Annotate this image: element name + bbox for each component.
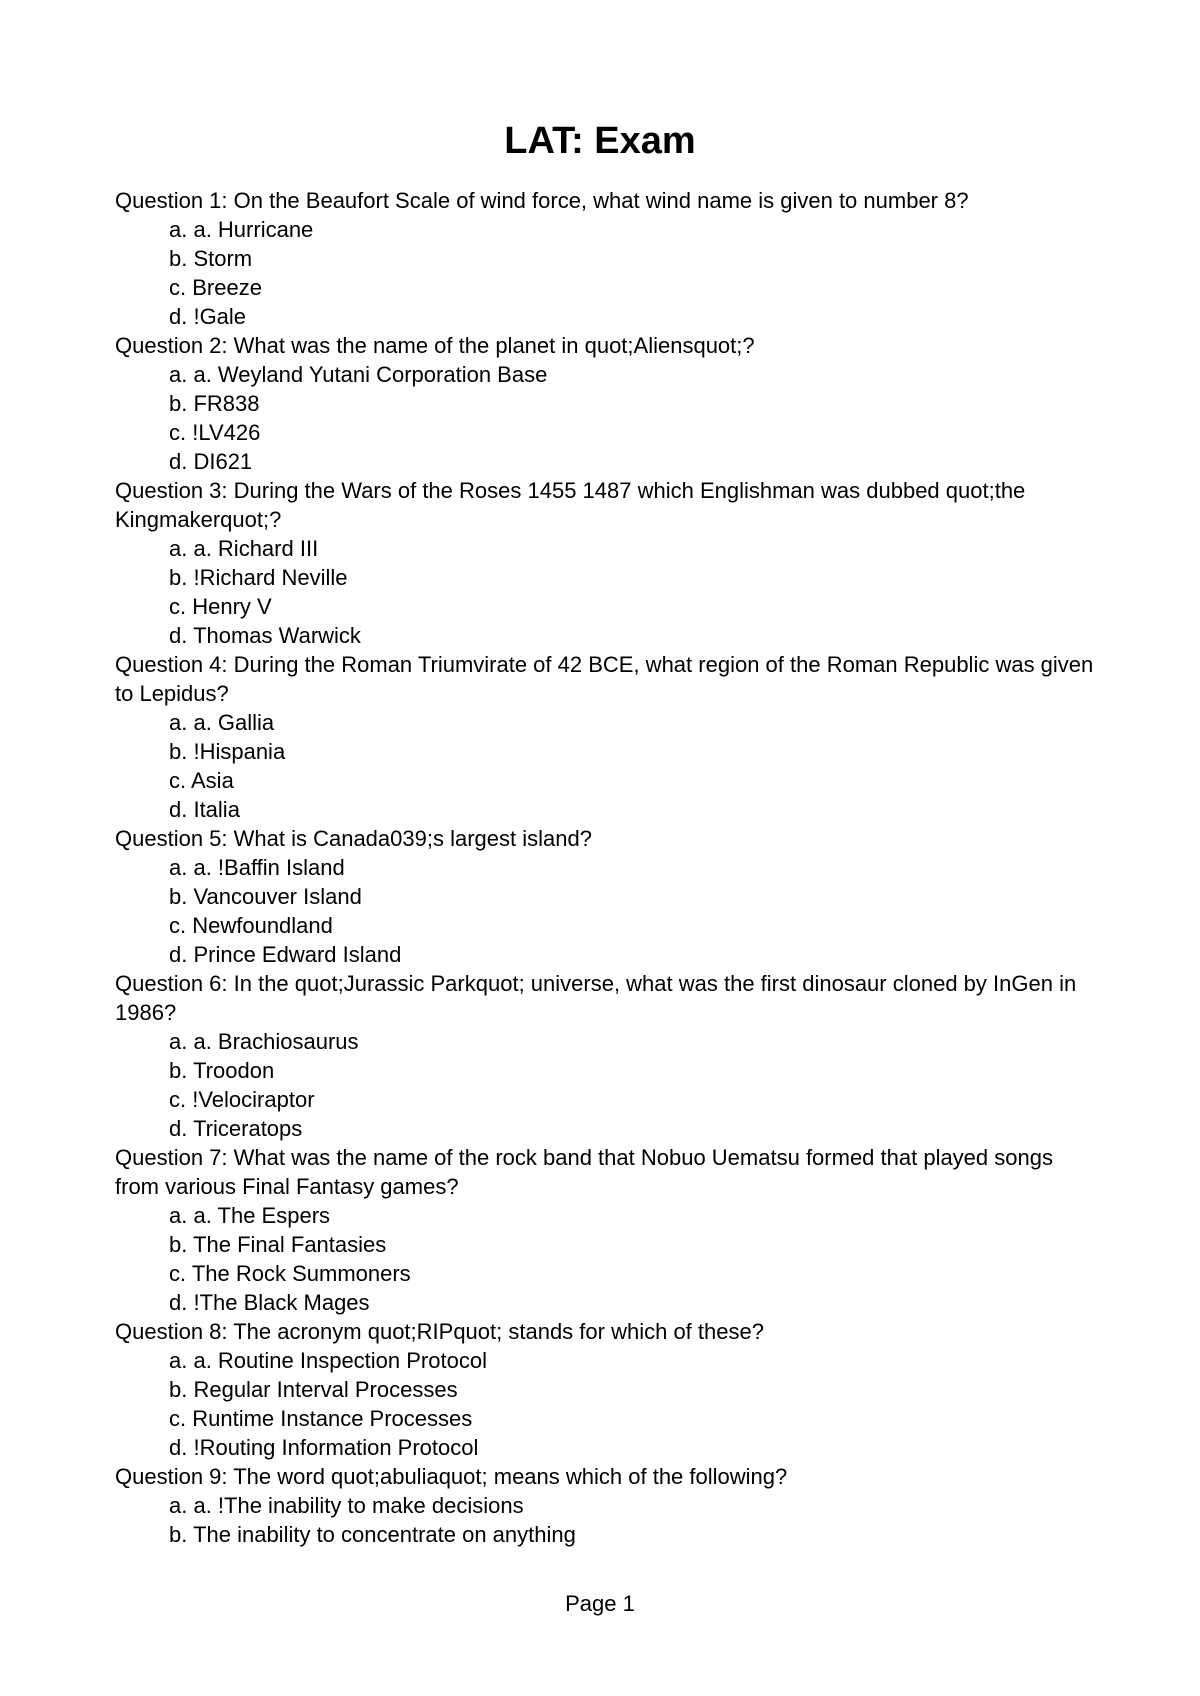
answer-option: c. !LV426	[169, 420, 261, 445]
question-text: Question 7: What was the name of the rock band that Nobuo Uematsu formed that played songs from various Final Fantasy games?	[115, 1145, 1053, 1199]
question-7	[115, 1143, 1100, 1317]
question-9	[115, 1462, 1100, 1549]
answer-option: a. a. The Espers	[169, 1203, 331, 1228]
question-list	[115, 186, 1100, 1549]
answer-option: d. !Gale	[169, 304, 247, 329]
question-text: Question 6: In the quot;Jurassic Parkquot; universe, what was the first dinosaur cloned by InGen in 1986?	[115, 971, 1077, 1025]
answer-option: c. Asia	[169, 768, 234, 793]
question-text: Question 9: The word quot;abuliaquot; means which of the following?	[115, 1464, 788, 1489]
question-text: Question 1: On the Beaufort Scale of wind force, what wind name is given to number 8?	[115, 188, 969, 213]
question-8	[115, 1317, 1100, 1462]
page-title: LAT: Exam	[504, 120, 696, 162]
answer-option: b. FR838	[169, 391, 260, 416]
answer-option: b. !Hispania	[169, 739, 286, 764]
answer-option: d. !The Black Mages	[169, 1290, 370, 1315]
answer-option: c. Henry V	[169, 594, 272, 619]
answer-option: b. !Richard Neville	[169, 565, 348, 590]
answer-option: b. The Final Fantasies	[169, 1232, 387, 1257]
question-text: Question 8: The acronym quot;RIPquot; stands for which of these?	[115, 1319, 764, 1344]
answer-option: d. Prince Edward Island	[169, 942, 402, 967]
answer-option: d. DI621	[169, 449, 253, 474]
answer-option: b. The inability to concentrate on anything	[169, 1522, 576, 1547]
question-6	[115, 969, 1100, 1143]
answer-option: a. a. !Baffin Island	[169, 855, 345, 880]
question-text: Question 4: During the Roman Triumvirate of 42 BCE, what region of the Roman Republic was given to Lepidus?	[115, 652, 1094, 706]
answer-option: c. The Rock Summoners	[169, 1261, 411, 1286]
answer-option: b. Vancouver Island	[169, 884, 362, 909]
question-text: Question 5: What is Canada039;s largest island?	[115, 826, 592, 851]
answer-option: a. a. Weyland Yutani Corporation Base	[169, 362, 548, 387]
answer-option: d. Italia	[169, 797, 240, 822]
answer-option: a. a. Routine Inspection Protocol	[169, 1348, 487, 1373]
question-2	[115, 331, 1100, 476]
question-3	[115, 476, 1100, 650]
answer-option: d. !Routing Information Protocol	[169, 1435, 479, 1460]
answer-option: c. Runtime Instance Processes	[169, 1406, 473, 1431]
question-text: Question 3: During the Wars of the Roses 1455 1487 which Englishman was dubbed quot;the Kingmakerquot;?	[115, 478, 1026, 532]
answer-option: c. Newfoundland	[169, 913, 333, 938]
question-text: Question 2: What was the name of the planet in quot;Aliensquot;?	[115, 333, 755, 358]
answer-option: b. Troodon	[169, 1058, 275, 1083]
page-number: Page 1	[565, 1591, 635, 1616]
answer-option: a. a. Gallia	[169, 710, 275, 735]
answer-option: a. a. Richard III	[169, 536, 319, 561]
question-1	[115, 186, 1100, 331]
answer-option: a. a. !The inability to make decisions	[169, 1493, 524, 1518]
answer-option: a. a. Brachiosaurus	[169, 1029, 359, 1054]
answer-option: c. Breeze	[169, 275, 262, 300]
answer-option: b. Regular Interval Processes	[169, 1377, 458, 1402]
answer-option: d. Thomas Warwick	[169, 623, 361, 648]
question-4	[115, 650, 1100, 824]
question-5	[115, 824, 1100, 969]
answer-option: c. !Velociraptor	[169, 1087, 315, 1112]
answer-option: d. Triceratops	[169, 1116, 303, 1141]
answer-option: a. a. Hurricane	[169, 217, 314, 242]
answer-option: b. Storm	[169, 246, 253, 271]
